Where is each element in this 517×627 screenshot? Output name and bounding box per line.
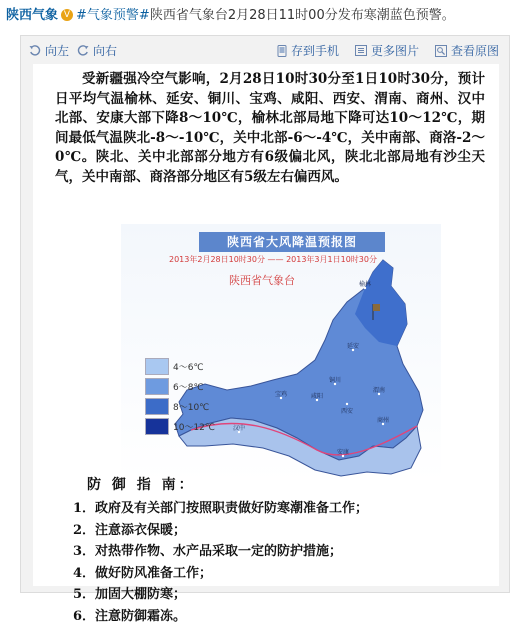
legend-item: 10～12℃: [145, 416, 215, 436]
legend-swatch: [145, 418, 169, 435]
city-label: 安康: [337, 447, 349, 456]
legend-item: 4～6℃: [145, 356, 215, 376]
map-date-range: 2013年2月28日10时30分 —— 2013年3月1日10时30分: [169, 254, 377, 265]
warning-paragraph: 受新疆强冷空气影响，2月28日10时30分至1日10时30分，预计日平均气温榆林、延安、铜川、宝鸡、咸阳、西安、渭南、商州、汉中北部、安康大部下降8～10℃，榆林北部局地下降可达10～12℃，期间最低气温陕北-8～-10℃，关中北部-6～-4℃，关中南部、商洛-2～0℃。陕北、关中北部部分地方有6级偏北风，陕北北部局地有沙尘天气，关中南部、商洛部分地区有5级左右偏西风。: [55, 70, 485, 187]
city-label: 咸阳: [311, 391, 323, 400]
legend-item: 6～8℃: [145, 376, 215, 396]
defense-measures-list: [73, 498, 368, 627]
topic-link[interactable]: #气象预警#: [76, 8, 150, 23]
city-label: 渭南: [373, 385, 385, 394]
measure-item: 2．注意添衣保暖；: [73, 520, 368, 542]
city-label: 榆林: [359, 279, 371, 288]
more-images-button[interactable]: [355, 42, 419, 59]
view-original-label: 查看原图: [451, 42, 499, 59]
list-icon: [355, 45, 367, 56]
save-to-phone-label: 存到手机: [291, 42, 339, 59]
city-dot: [346, 403, 348, 405]
legend-item: 8～10℃: [145, 396, 215, 416]
rotate-right-icon: [77, 45, 89, 57]
city-label: 西安: [341, 406, 353, 415]
image-viewer-card: [20, 35, 510, 593]
rotate-left-button[interactable]: [29, 42, 69, 59]
view-original-button[interactable]: [435, 42, 499, 59]
verified-badge-icon: V: [61, 9, 73, 21]
author-name[interactable]: 陕西气象: [6, 8, 58, 23]
measure-item: 3．对热带作物、水产品采取一定的防护措施；: [73, 541, 368, 563]
image-toolbar: [21, 36, 509, 62]
measure-item: 1．政府及有关部门按照职责做好防寒潮准备工作；: [73, 498, 368, 520]
post-header: [6, 6, 512, 26]
zoom-icon: [435, 45, 447, 57]
city-label: 延安: [347, 341, 359, 350]
rotate-right-button[interactable]: [77, 42, 117, 59]
measure-item: 4．做好防风准备工作；: [73, 563, 368, 585]
phone-icon: [277, 45, 287, 57]
measure-item: 6．注意防御霜冻。: [73, 606, 368, 627]
rotate-right-label: 向右: [93, 42, 117, 59]
forecast-map: [121, 224, 441, 482]
warning-image[interactable]: [33, 64, 499, 586]
rotate-left-label: 向左: [45, 42, 69, 59]
city-label: 宝鸡: [275, 389, 287, 398]
save-to-phone-button[interactable]: [277, 42, 339, 59]
map-title: 陕西省大风降温预报图: [199, 232, 385, 252]
map-agency: 陕西省气象台: [229, 272, 295, 288]
city-label: 商州: [377, 415, 389, 424]
measure-item: 5．加固大棚防寒；: [73, 584, 368, 606]
city-label: 铜川: [329, 375, 341, 384]
rotate-left-icon: [29, 45, 41, 57]
legend-swatch: [145, 398, 169, 415]
more-images-label: 更多图片: [371, 42, 419, 59]
city-label: 汉中: [233, 423, 245, 432]
post-text: 陕西省气象台2月28日11时00分发布寒潮蓝色预警。: [150, 8, 455, 23]
defense-guide-title: 防 御 指 南：: [87, 474, 196, 494]
legend-swatch: [145, 358, 169, 375]
legend-swatch: [145, 378, 169, 395]
map-legend: [145, 356, 215, 436]
